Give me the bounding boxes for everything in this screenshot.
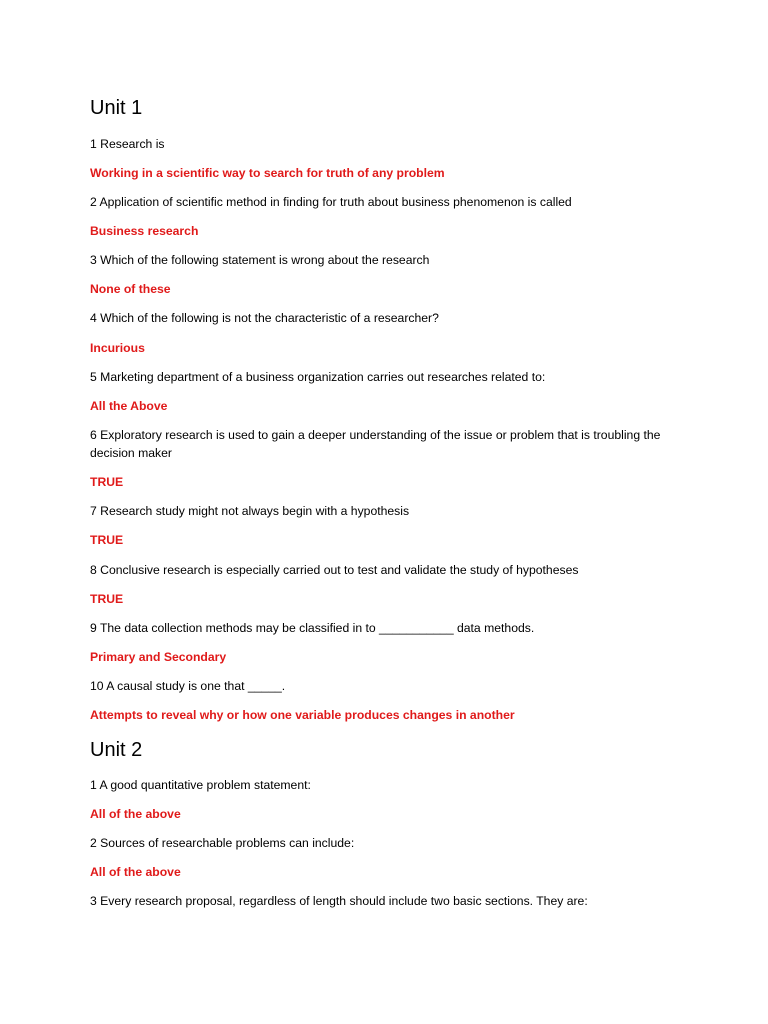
unit-2-answer-2: All of the above [90,865,181,879]
unit-2-question-1: 1 A good quantitative problem statement: [90,778,311,792]
unit-1-question-6: 6 Exploratory research is used to gain a deeper understanding of the issue or problem that is troubling the decision maker [90,428,661,460]
unit-1-question-9: 9 The data collection methods may be classified in to ___________ data methods. [90,621,535,635]
unit-1-question-7: 7 Research study might not always begin with a hypothesis [90,504,410,518]
unit-1-question-1: 1 Research is [90,137,165,151]
unit-1-answer-4: Incurious [90,341,145,355]
unit-1-answer-8: TRUE [90,592,124,606]
unit-1-question-4: 4 Which of the following is not the characteristic of a researcher? [90,311,439,325]
unit-1-answer-2: Business research [90,224,199,238]
unit-2-answer-1: All of the above [90,807,181,821]
unit-2-question-2: 2 Sources of researchable problems can include: [90,836,355,850]
unit-1-heading: Unit 1 [90,97,143,119]
unit-1-answer-10: Attempts to reveal why or how one variable produces changes in another [90,708,515,722]
unit-1-question-3: 3 Which of the following statement is wrong about the research [90,253,430,267]
unit-1-question-2: 2 Application of scientific method in finding for truth about business phenomenon is called [90,195,572,209]
unit-1-answer-1: Working in a scientific way to search for truth of any problem [90,166,445,180]
unit-1-answer-3: None of these [90,282,171,296]
unit-1-answer-9: Primary and Secondary [90,650,227,664]
unit-1-question-5: 5 Marketing department of a business organization carries out researches related to: [90,370,546,384]
unit-1-answer-7: TRUE [90,533,124,547]
unit-2-heading: Unit 2 [90,739,143,761]
unit-1-answer-6: TRUE [90,475,124,489]
unit-1-question-8: 8 Conclusive research is especially carried out to test and validate the study of hypotheses [90,563,579,577]
unit-1-answer-5: All the Above [90,399,168,413]
unit-1-question-10: 10 A causal study is one that _____. [90,679,286,693]
unit-2-question-3: 3 Every research proposal, regardless of length should include two basic sections. They are: [90,894,588,908]
